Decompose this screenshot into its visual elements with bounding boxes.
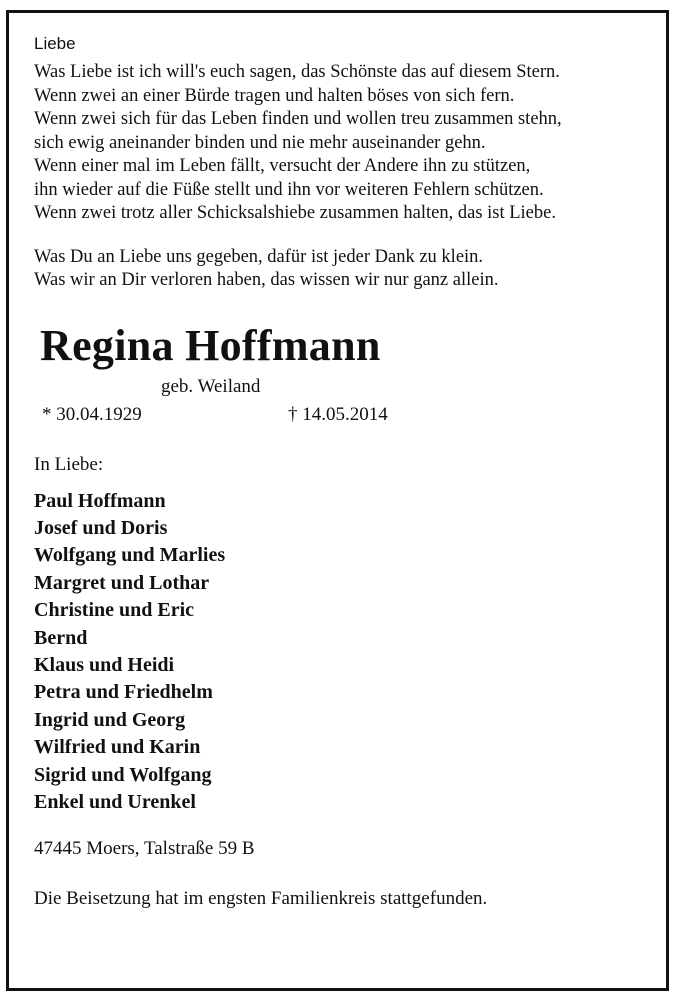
death-date: † 14.05.2014 bbox=[288, 403, 388, 425]
funeral-note: Die Beisetzung hat im engsten Familienkreis stattgefunden. bbox=[34, 888, 488, 910]
deceased-name: Regina Hoffmann bbox=[40, 320, 381, 370]
mourner-name: Wilfried und Karin bbox=[34, 736, 201, 759]
family-address: 47445 Moers, Talstraße 59 B bbox=[34, 838, 255, 860]
obituary-notice bbox=[34, 34, 654, 914]
mourner-name: Petra und Friedhelm bbox=[34, 681, 213, 704]
mourner-name: Sigrid und Wolfgang bbox=[34, 763, 212, 786]
birth-date: * 30.04.1929 bbox=[42, 403, 142, 425]
poem bbox=[34, 61, 654, 226]
mourner-name: Paul Hoffmann bbox=[34, 489, 166, 512]
mourner-name: Wolfgang und Marlies bbox=[34, 544, 226, 567]
mourner-name: Margret und Lothar bbox=[34, 571, 210, 594]
mourner-name: Klaus und Heidi bbox=[34, 653, 175, 676]
poem-line: Wenn zwei an einer Bürde tragen und halten böses von sich fern. bbox=[34, 85, 515, 106]
poem-line: Wenn einer mal im Leben fällt, versucht der Andere ihn zu stützen, bbox=[34, 156, 531, 176]
mourner-name: Josef und Doris bbox=[34, 516, 168, 539]
dedication-line: Was wir an Dir verloren haben, das wissen wir nur ganz allein. bbox=[34, 270, 499, 290]
poem-line: ihn wieder auf die Füße stellt und ihn vor weiteren Fehlern schützen. bbox=[34, 179, 544, 200]
mourner-list bbox=[34, 488, 654, 817]
birth-name: geb. Weiland bbox=[161, 375, 261, 397]
mourner-name: Bernd bbox=[34, 626, 88, 649]
dedication bbox=[34, 246, 654, 293]
mourner-name: Ingrid und Georg bbox=[34, 708, 186, 731]
poem-line: sich ewig aneinander binden und nie mehr auseinander gehn. bbox=[34, 132, 486, 153]
in-love-label: In Liebe: bbox=[34, 453, 104, 475]
mourner-name: Enkel und Urenkel bbox=[34, 790, 196, 813]
life-dates bbox=[34, 404, 654, 430]
dedication-line: Was Du an Liebe uns gegeben, dafür ist jeder Dank zu klein. bbox=[34, 246, 484, 267]
poem-line: Was Liebe ist ich will's euch sagen, das Schönste das auf diesem Stern. bbox=[34, 62, 560, 82]
poem-line: Wenn zwei sich für das Leben finden und wollen treu zusammen stehn, bbox=[34, 109, 562, 129]
mourner-name: Christine und Eric bbox=[34, 599, 195, 622]
poem-line: Wenn zwei trotz aller Schicksalshiebe zusammen halten, das ist Liebe. bbox=[34, 203, 556, 223]
poem-title: Liebe bbox=[34, 34, 76, 53]
